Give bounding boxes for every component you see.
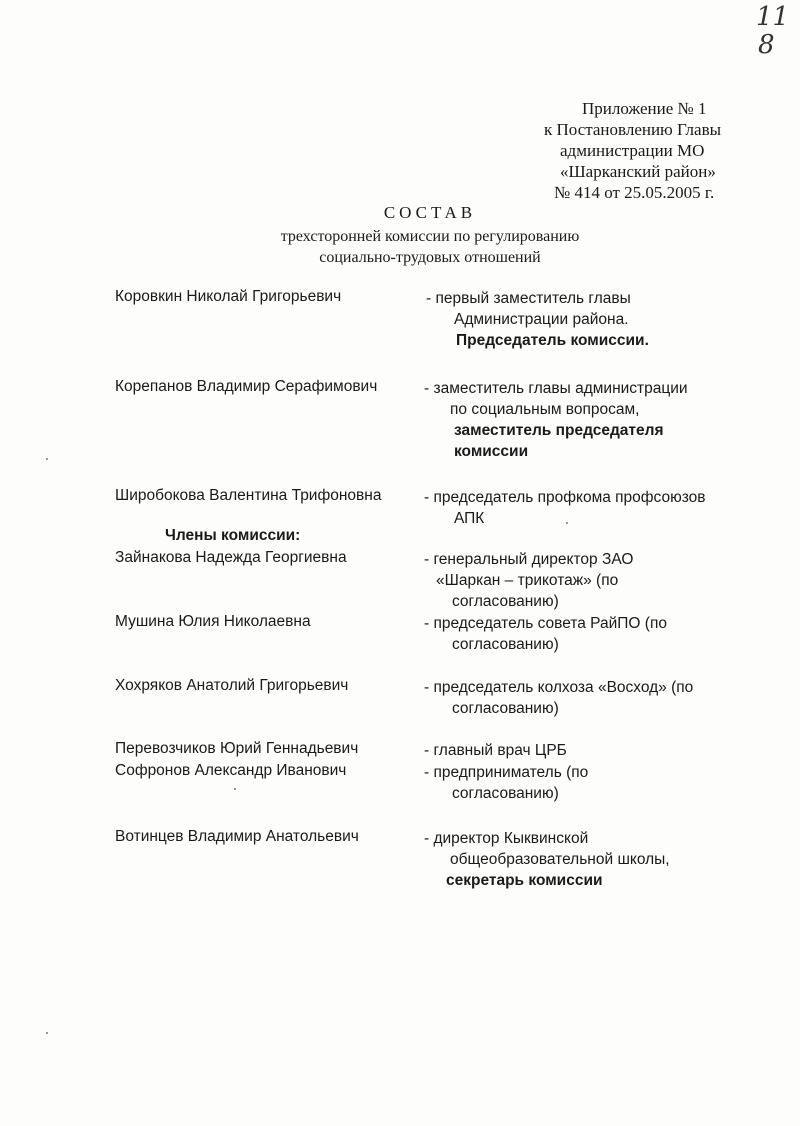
position-role: заместитель председателя (454, 422, 664, 439)
subtitle-line: социально-трудовых отношений (319, 249, 541, 266)
member-position (424, 378, 688, 462)
scan-speck (566, 522, 568, 524)
position-line: по социальным вопросам, (450, 401, 640, 418)
position-line: согласованию) (452, 593, 559, 610)
member-name: Вотинцев Владимир Анатольевич (115, 828, 359, 845)
position-line: - первый заместитель главы (426, 290, 631, 307)
document-title: СОСТАВ (383, 203, 477, 222)
members-heading: Члены комиссии: (165, 527, 301, 544)
position-line: - директор Кыквинской (424, 830, 589, 847)
position-role: комиссии (454, 443, 529, 460)
position-line: согласованию) (452, 636, 559, 653)
member-position (424, 740, 567, 761)
handwritten-page-number: 11 (756, 2, 790, 32)
annex-line: администрации МО (560, 141, 705, 160)
position-line: - главный врач ЦРБ (424, 742, 567, 759)
member-name: Зайнакова Надежда Георгиевна (115, 549, 347, 566)
handwritten-sheet-number: 8 (758, 30, 775, 60)
member-position (424, 762, 588, 804)
position-line: - председатель колхоза «Восход» (по (424, 679, 694, 696)
position-line: «Шаркан – трикотаж» (по (436, 572, 619, 589)
annex-line: Приложение № 1 (582, 99, 707, 118)
member-position (424, 613, 667, 655)
position-line: Администрации района. (454, 311, 629, 328)
position-line: - председатель совета РайПО (по (424, 615, 667, 632)
member-name: Коровкин Николай Григорьевич (115, 288, 342, 305)
member-name: Корепанов Владимир Серафимович (115, 378, 378, 395)
member-name: Широбокова Валентина Трифоновна (115, 487, 382, 504)
member-position (424, 677, 693, 719)
member-name: Софронов Александр Иванович (115, 762, 347, 779)
position-line: - предприниматель (по (424, 764, 589, 781)
position-line: АПК (454, 510, 485, 527)
position-line: - генеральный директор ЗАО (424, 551, 634, 568)
annex-header (530, 98, 770, 203)
member-name: Мушина Юлия Николаевна (115, 613, 311, 630)
member-name: Хохряков Анатолий Григорьевич (115, 677, 349, 694)
document-subtitle (0, 226, 800, 268)
subtitle-line: трехсторонней комиссии по регулированию (280, 228, 580, 245)
scan-speck (234, 788, 236, 790)
position-line: общеобразовательной школы, (450, 851, 670, 868)
position-role: Председатель комиссии. (456, 332, 649, 349)
member-position (426, 288, 649, 351)
position-line: - председатель профкома профсоюзов (424, 489, 706, 506)
position-role: секретарь комиссии (446, 872, 603, 889)
position-line: - заместитель главы администрации (424, 380, 688, 397)
annex-line: «Шарканский район» (560, 162, 716, 181)
annex-line: к Постановлению Главы (544, 120, 722, 139)
annex-line: № 414 от 25.05.2005 г. (554, 183, 715, 202)
scan-speck (46, 458, 48, 460)
position-line: согласованию) (452, 785, 559, 802)
member-position (424, 487, 706, 529)
member-position (424, 549, 633, 612)
scan-speck (46, 1032, 48, 1034)
member-name: Перевозчиков Юрий Геннадьевич (115, 740, 359, 757)
position-line: согласованию) (452, 700, 559, 717)
member-position (424, 828, 670, 891)
